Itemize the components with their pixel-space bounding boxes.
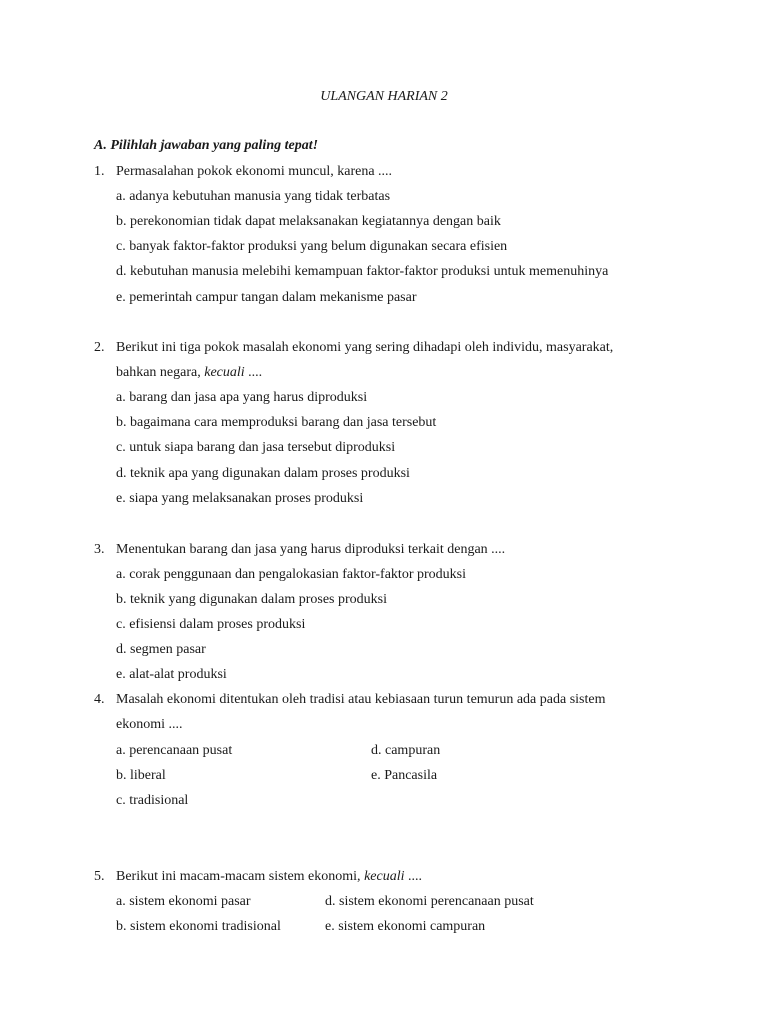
question-2-option-e: e. siapa yang melaksanakan proses produksi (116, 491, 364, 506)
question-4-option-b: b. liberal (116, 768, 166, 783)
question-2-text-pre: bahkan negara, (116, 365, 205, 380)
question-5-number: 5. (94, 869, 105, 884)
question-3-text: Menentukan barang dan jasa yang harus diproduksi terkait dengan .... (116, 542, 506, 557)
question-1-option-a: a. adanya kebutuhan manusia yang tidak terbatas (116, 189, 391, 204)
question-4-option-c: c. tradisional (116, 793, 189, 808)
question-5-option-b: b. sistem ekonomi tradisional (116, 919, 281, 934)
question-5-text-pre: Berikut ini macam-macam sistem ekonomi, (116, 869, 365, 884)
question-3-option-b: b. teknik yang digunakan dalam proses produksi (116, 592, 388, 607)
question-5-option-e: e. sistem ekonomi campuran (325, 919, 486, 934)
question-1-number: 1. (94, 164, 105, 179)
question-5-option-a: a. sistem ekonomi pasar (116, 894, 251, 909)
question-1-option-b: b. perekonomian tidak dapat melaksanakan kegiatannya dengan baik (116, 214, 501, 229)
question-4-text-line-1: Masalah ekonomi ditentukan oleh tradisi atau kebiasaan turun temurun ada pada sistem (116, 692, 606, 707)
question-4-option-e: e. Pancasila (371, 768, 438, 783)
question-2-option-a: a. barang dan jasa apa yang harus diproduksi (116, 390, 368, 405)
question-5-text-italic: kecuali (364, 869, 405, 884)
question-1-option-c: c. banyak faktor-faktor produksi yang belum digunakan secara efisien (116, 239, 508, 254)
question-4-number: 4. (94, 692, 105, 707)
section-heading: A. Pilihlah jawaban yang paling tepat! (94, 138, 319, 153)
question-5-text (116, 868, 422, 886)
question-4-option-d: d. campuran (371, 743, 441, 758)
question-1-option-d: d. kebutuhan manusia melebihi kemampuan faktor-faktor produksi untuk memenuhinya (116, 264, 609, 279)
question-2-text-line-1: Berikut ini tiga pokok masalah ekonomi yang sering dihadapi oleh individu, masyarakat, (116, 340, 614, 355)
question-3-option-a: a. corak penggunaan dan pengalokasian faktor-faktor produksi (116, 567, 466, 582)
question-5-text-post: .... (404, 869, 422, 884)
question-2-text-line-2 (116, 364, 262, 382)
question-2-option-b: b. bagaimana cara memproduksi barang dan jasa tersebut (116, 415, 437, 430)
document-title: ULANGAN HARIAN 2 (320, 89, 448, 104)
question-4-text-line-2: ekonomi .... (116, 717, 183, 732)
question-3-number: 3. (94, 542, 105, 557)
question-1-text: Permasalahan pokok ekonomi muncul, karena .... (116, 164, 393, 179)
question-3-option-d: d. segmen pasar (116, 642, 206, 657)
question-2-text-post: .... (244, 365, 263, 380)
question-4-option-a: a. perencanaan pusat (116, 743, 233, 758)
question-2-number: 2. (94, 340, 105, 355)
question-2-option-c: c. untuk siapa barang dan jasa tersebut diproduksi (116, 440, 396, 455)
question-1-option-e: e. pemerintah campur tangan dalam mekanisme pasar (116, 290, 417, 305)
question-3-option-c: c. efisiensi dalam proses produksi (116, 617, 306, 632)
question-3-option-e: e. alat-alat produksi (116, 667, 227, 682)
question-2-option-d: d. teknik apa yang digunakan dalam proses produksi (116, 466, 410, 481)
question-5-option-d: d. sistem ekonomi perencanaan pusat (325, 894, 534, 909)
question-2-text-italic: kecuali (204, 365, 245, 380)
